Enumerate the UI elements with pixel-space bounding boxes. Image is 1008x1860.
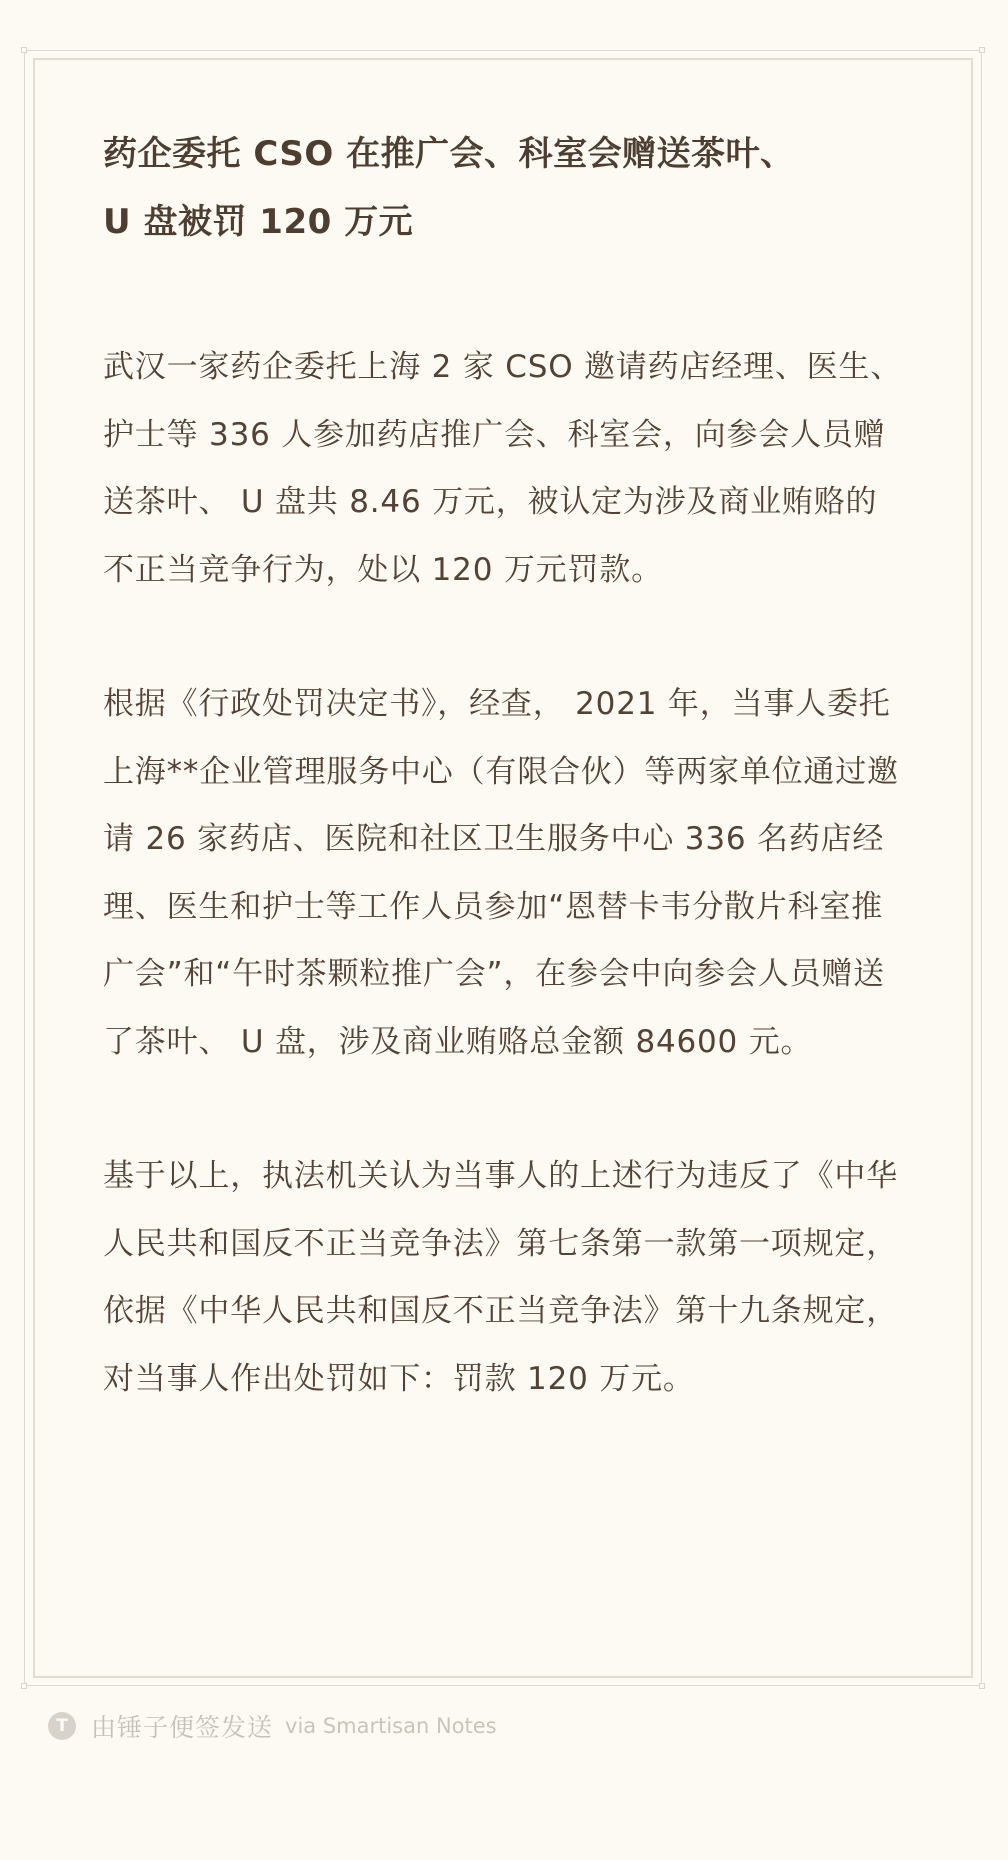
footer-text-en: via Smartisan Notes: [285, 1714, 497, 1738]
smartisan-logo-icon: T: [48, 1712, 76, 1740]
title-line-2: U 盘被罚 120 万元: [103, 202, 414, 242]
paragraph-3: 基于以上，执法机关认为当事人的上述行为违反了《中华人民共和国反不正当竞争法》第七条第一款第一项规定，依据《中华人民共和国反不正当竞争法》第十九条规定，对当事人作出处罚如下：罚款 120 万元。: [103, 1158, 898, 1397]
paragraph-1: 武汉一家药企委托上海 2 家 CSO 邀请药店经理、医生、护士等 336 人参加药店推广会、科室会，向参会人员赠送茶叶、 U 盘共 8.46 万元，被认定为涉及商业贿赂的不正当竞争行为，处以 120 万元罚款。: [103, 349, 903, 588]
note-title: [103, 120, 903, 256]
paragraph-2: 根据《行政处罚决定书》，经查， 2021 年，当事人委托上海**企业管理服务中心（有限合伙）等两家单位通过邀请 26 家药店、医院和社区卫生服务中心 336 名药店经理、医生和护士等工作人员参加“恩替卡韦分散片科室推广会”和“午时茶颗粒推广会”，在参会中向参会人员赠送了茶叶、 U 盘，涉及商业贿赂总金额 84600 元。: [103, 686, 899, 1060]
title-line-1: 药企委托 CSO 在推广会、科室会赠送茶叶、: [103, 134, 795, 174]
note-content: [103, 120, 903, 1413]
frame-corner-bottom-left: [21, 1683, 27, 1689]
frame-corner-top-right: [979, 47, 985, 53]
frame-corner-top-left: [21, 47, 27, 53]
footer-text-cn: 由锤子便签发送: [91, 1713, 274, 1742]
footer-signature: [48, 1710, 497, 1742]
frame-corner-bottom-right: [979, 1683, 985, 1689]
